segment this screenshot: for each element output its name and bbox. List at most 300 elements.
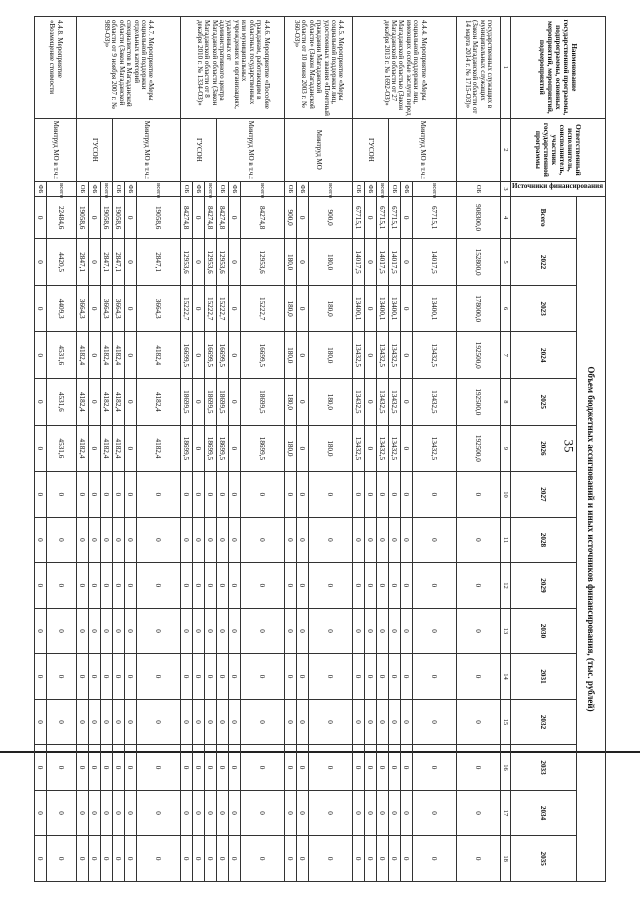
cell-value: 0 xyxy=(89,332,101,379)
cell-value: 13432,5 xyxy=(377,425,389,472)
cell-value: 0 xyxy=(193,472,205,518)
cell-value: 67715,1 xyxy=(413,196,457,238)
cell-value: 0 xyxy=(101,654,113,700)
cell-value: 0 xyxy=(181,517,193,563)
cell-value: 0 xyxy=(297,745,309,791)
cell-value: 0 xyxy=(365,239,377,286)
cell-value: 0 xyxy=(193,425,205,472)
cell-value: 0 xyxy=(241,790,285,836)
cell-value: 3664,3 xyxy=(101,285,113,332)
cell-value: 900,0 xyxy=(309,196,353,238)
cell-value: 0 xyxy=(297,379,309,426)
column-number: 16 xyxy=(501,745,511,791)
cell-value: 0 xyxy=(77,563,89,609)
cell-source: всего xyxy=(309,182,353,197)
cell-value: 0 xyxy=(365,654,377,700)
header-total: Всего xyxy=(511,196,577,238)
cell-value: 0 xyxy=(137,836,181,882)
cell-value: 0 xyxy=(35,379,47,426)
column-number: 7 xyxy=(501,332,511,379)
cell-value: 180,0 xyxy=(285,239,297,286)
cell-value: 0 xyxy=(89,196,101,238)
cell-value: 0 xyxy=(137,472,181,518)
cell-value: 0 xyxy=(47,563,77,609)
cell-source: ОБ xyxy=(217,182,229,197)
cell-value: 18699,5 xyxy=(205,425,217,472)
cell-value: 0 xyxy=(365,563,377,609)
column-number: 9 xyxy=(501,425,511,472)
cell-value: 19058,6 xyxy=(113,196,125,238)
cell-value: 0 xyxy=(365,379,377,426)
cell-value: 2847,1 xyxy=(101,239,113,286)
column-number: 1 xyxy=(501,17,511,119)
cell-value: 0 xyxy=(229,745,241,791)
cell-value: 0 xyxy=(241,472,285,518)
cell-value: 0 xyxy=(297,699,309,745)
header-year-2027: 2027 xyxy=(511,472,577,518)
cell-responsible: Минтруд МО в т.ч.: xyxy=(113,118,181,182)
cell-value: 180,0 xyxy=(309,285,353,332)
cell-value: 4420,5 xyxy=(47,239,77,286)
cell-value: 13432,5 xyxy=(377,379,389,426)
cell-value: 18699,5 xyxy=(181,425,193,472)
cell-responsible: ГУСОН xyxy=(181,118,217,182)
cell-value: 0 xyxy=(217,745,229,791)
cell-value: 0 xyxy=(309,517,353,563)
cell-value: 0 xyxy=(309,836,353,882)
cell-source: всего xyxy=(47,182,77,197)
cell-value: 0 xyxy=(125,332,137,379)
header-year-2030: 2030 xyxy=(511,608,577,654)
cell-value: 2847,1 xyxy=(137,239,181,286)
cell-value: 0 xyxy=(353,472,365,518)
cell-value: 0 xyxy=(193,563,205,609)
cell-responsible: Минтруд МО xyxy=(285,118,353,182)
cell-value: 0 xyxy=(113,745,125,791)
header-sources-text: Источники финансирования xyxy=(512,182,604,191)
cell-value: 0 xyxy=(365,790,377,836)
cell-value: 0 xyxy=(35,425,47,472)
cell-value: 0 xyxy=(365,836,377,882)
cell-value: 0 xyxy=(401,196,413,238)
cell-name: 4.4.7. Мероприятие «Меры социальной поддержки отдельных категорий специалистов в Магаданской области (Закон Магаданской области от 9 ноября 2007 г. № 989-ОЗ)» xyxy=(77,17,181,119)
cell-value: 0 xyxy=(35,332,47,379)
cell-value: 0 xyxy=(47,836,77,882)
cell-value: 0 xyxy=(101,608,113,654)
cell-value: 900,0 xyxy=(285,196,297,238)
cell-value: 0 xyxy=(413,790,457,836)
cell-value: 0 xyxy=(457,836,501,882)
cell-value: 0 xyxy=(353,563,365,609)
cell-value: 0 xyxy=(241,517,285,563)
cell-value: 14017,5 xyxy=(389,239,401,286)
cell-value: 13432,5 xyxy=(353,379,365,426)
cell-value: 0 xyxy=(193,332,205,379)
cell-value: 0 xyxy=(297,332,309,379)
cell-value: 0 xyxy=(389,745,401,791)
cell-value: 0 xyxy=(137,608,181,654)
cell-value: 0 xyxy=(241,563,285,609)
cell-value: 0 xyxy=(113,654,125,700)
cell-value: 0 xyxy=(285,517,297,563)
cell-value: 0 xyxy=(309,472,353,518)
cell-value: 908300,0 xyxy=(457,196,501,238)
cell-source: ФБ xyxy=(297,182,309,197)
cell-value: 0 xyxy=(457,563,501,609)
cell-value: 0 xyxy=(193,608,205,654)
cell-value: 0 xyxy=(205,654,217,700)
cell-value: 14017,5 xyxy=(353,239,365,286)
cell-value: 0 xyxy=(457,790,501,836)
cell-source: всего xyxy=(137,182,181,197)
cell-source: ФБ xyxy=(89,182,101,197)
cell-value: 180,0 xyxy=(285,379,297,426)
cell-value: 0 xyxy=(77,699,89,745)
cell-value: 0 xyxy=(217,699,229,745)
cell-value: 18699,5 xyxy=(217,379,229,426)
cell-value: 0 xyxy=(241,745,285,791)
cell-value: 0 xyxy=(125,745,137,791)
cell-value: 0 xyxy=(285,472,297,518)
cell-value: 0 xyxy=(413,654,457,700)
cell-value: 0 xyxy=(125,379,137,426)
cell-value: 0 xyxy=(47,745,77,791)
cell-value: 15222,7 xyxy=(181,285,193,332)
cell-value: 0 xyxy=(389,608,401,654)
cell-value: 0 xyxy=(137,563,181,609)
cell-value: 4531,6 xyxy=(47,379,77,426)
cell-value: 0 xyxy=(401,517,413,563)
table-row xyxy=(47,17,77,882)
cell-value: 0 xyxy=(101,517,113,563)
cell-value: 0 xyxy=(89,836,101,882)
page-number: 35 xyxy=(561,439,577,453)
cell-value: 0 xyxy=(77,836,89,882)
cell-source: ОБ xyxy=(285,182,297,197)
cell-value: 4531,6 xyxy=(47,425,77,472)
cell-value: 0 xyxy=(365,608,377,654)
cell-value: 0 xyxy=(89,472,101,518)
cell-value: 0 xyxy=(35,745,47,791)
cell-value: 0 xyxy=(193,196,205,238)
cell-value: 4182,4 xyxy=(113,425,125,472)
cell-value: 0 xyxy=(35,285,47,332)
cell-value: 0 xyxy=(353,699,365,745)
cell-value: 0 xyxy=(297,196,309,238)
cell-value: 0 xyxy=(377,836,389,882)
cell-value: 0 xyxy=(229,836,241,882)
cell-value: 180,0 xyxy=(285,332,297,379)
cell-value: 18699,5 xyxy=(217,425,229,472)
cell-value: 13432,5 xyxy=(413,332,457,379)
cell-value: 0 xyxy=(193,654,205,700)
cell-value: 0 xyxy=(457,517,501,563)
cell-value: 12953,6 xyxy=(181,239,193,286)
cell-value: 0 xyxy=(193,285,205,332)
cell-value: 0 xyxy=(297,425,309,472)
cell-value: 0 xyxy=(125,836,137,882)
cell-value: 0 xyxy=(125,285,137,332)
cell-responsible xyxy=(457,118,501,182)
cell-value: 0 xyxy=(77,608,89,654)
cell-source: всего xyxy=(205,182,217,197)
cell-value: 0 xyxy=(457,745,501,791)
cell-value: 0 xyxy=(89,379,101,426)
cell-value: 0 xyxy=(35,196,47,238)
cell-value: 0 xyxy=(413,699,457,745)
cell-value: 0 xyxy=(229,196,241,238)
cell-value: 0 xyxy=(401,332,413,379)
cell-value: 0 xyxy=(413,517,457,563)
cell-value: 0 xyxy=(285,836,297,882)
cell-value: 18699,5 xyxy=(241,425,285,472)
cell-value: 12953,6 xyxy=(217,239,229,286)
cell-value: 16699,5 xyxy=(205,332,217,379)
cell-value: 192500,0 xyxy=(457,379,501,426)
cell-value: 2847,1 xyxy=(113,239,125,286)
cell-value: 0 xyxy=(353,745,365,791)
column-number: 10 xyxy=(501,472,511,518)
cell-value: 67715,1 xyxy=(353,196,365,238)
cell-value: 0 xyxy=(217,790,229,836)
cell-value: 22484,6 xyxy=(47,196,77,238)
cell-value: 0 xyxy=(229,699,241,745)
cell-value: 0 xyxy=(47,608,77,654)
cell-value: 0 xyxy=(137,745,181,791)
cell-value: 67715,1 xyxy=(389,196,401,238)
cell-value: 0 xyxy=(401,608,413,654)
cell-value: 0 xyxy=(89,745,101,791)
cell-value: 0 xyxy=(89,285,101,332)
header-year-2035: 2035 xyxy=(511,836,577,882)
cell-value: 0 xyxy=(297,790,309,836)
cell-value: 0 xyxy=(193,379,205,426)
cell-value: 0 xyxy=(401,379,413,426)
cell-value: 0 xyxy=(457,608,501,654)
cell-source: ФБ xyxy=(229,182,241,197)
cell-value: 0 xyxy=(309,654,353,700)
cell-value: 0 xyxy=(217,654,229,700)
cell-value: 0 xyxy=(205,563,217,609)
cell-value: 0 xyxy=(365,699,377,745)
table-row xyxy=(241,17,285,882)
cell-value: 13432,5 xyxy=(377,332,389,379)
cell-value: 0 xyxy=(285,790,297,836)
cell-value: 84274,8 xyxy=(181,196,193,238)
cell-value: 16699,5 xyxy=(181,332,193,379)
cell-value: 0 xyxy=(389,654,401,700)
cell-value: 0 xyxy=(193,699,205,745)
cell-value: 0 xyxy=(217,836,229,882)
cell-value: 0 xyxy=(285,608,297,654)
cell-value: 13400,1 xyxy=(389,285,401,332)
cell-value: 0 xyxy=(401,699,413,745)
cell-value: 0 xyxy=(297,836,309,882)
cell-value: 0 xyxy=(401,472,413,518)
cell-value: 13432,5 xyxy=(413,425,457,472)
cell-value: 0 xyxy=(229,379,241,426)
column-number: 6 xyxy=(501,285,511,332)
cell-value: 0 xyxy=(47,472,77,518)
header-year-2032: 2032 xyxy=(511,699,577,745)
cell-value: 0 xyxy=(241,654,285,700)
cell-value: 0 xyxy=(365,425,377,472)
cell-name: государственных служащих в муниципальных служащих (Закон Магаданской области от 14 марта 2014 г. № 1715-ОЗ)» xyxy=(457,17,501,119)
cell-value: 4182,4 xyxy=(101,425,113,472)
cell-value: 0 xyxy=(181,745,193,791)
cell-value: 0 xyxy=(77,472,89,518)
cell-value: 0 xyxy=(309,699,353,745)
cell-value: 0 xyxy=(125,425,137,472)
cell-value: 0 xyxy=(35,472,47,518)
cell-value: 180,0 xyxy=(309,239,353,286)
cell-source: ФБ xyxy=(193,182,205,197)
cell-value: 0 xyxy=(89,517,101,563)
cell-value: 0 xyxy=(217,472,229,518)
cell-value: 0 xyxy=(389,517,401,563)
cell-value: 192500,0 xyxy=(457,332,501,379)
cell-value: 0 xyxy=(401,654,413,700)
cell-source: ОБ xyxy=(353,182,365,197)
cell-value: 15222,7 xyxy=(217,285,229,332)
cell-value: 0 xyxy=(125,654,137,700)
cell-responsible: ГУСОН xyxy=(353,118,389,182)
cell-value: 0 xyxy=(125,790,137,836)
cell-value: 0 xyxy=(137,654,181,700)
cell-value: 0 xyxy=(229,425,241,472)
cell-value: 0 xyxy=(377,699,389,745)
table-row xyxy=(205,17,217,882)
cell-value: 14017,5 xyxy=(377,239,389,286)
cell-value: 0 xyxy=(229,472,241,518)
cell-value: 180,0 xyxy=(309,332,353,379)
cell-value: 0 xyxy=(389,836,401,882)
column-number: 5 xyxy=(501,239,511,286)
cell-value: 0 xyxy=(297,285,309,332)
cell-value: 0 xyxy=(181,699,193,745)
cell-value: 13432,5 xyxy=(353,332,365,379)
cell-value: 0 xyxy=(193,745,205,791)
cell-value: 0 xyxy=(365,472,377,518)
cell-value: 0 xyxy=(365,196,377,238)
cell-value: 4182,4 xyxy=(113,379,125,426)
cell-source: ФБ xyxy=(401,182,413,197)
cell-value: 0 xyxy=(205,745,217,791)
header-year-2028: 2028 xyxy=(511,517,577,563)
cell-value: 0 xyxy=(125,239,137,286)
cell-value: 0 xyxy=(297,239,309,286)
cell-source: ОБ xyxy=(77,182,89,197)
cell-value: 0 xyxy=(309,790,353,836)
cell-value: 0 xyxy=(365,332,377,379)
cell-value: 13432,5 xyxy=(389,332,401,379)
cell-value: 0 xyxy=(285,699,297,745)
cell-value: 0 xyxy=(125,608,137,654)
cell-value: 4182,4 xyxy=(77,332,89,379)
cell-value: 0 xyxy=(113,608,125,654)
cell-value: 0 xyxy=(35,699,47,745)
cell-value: 84274,8 xyxy=(205,196,217,238)
cell-value: 15222,7 xyxy=(205,285,217,332)
cell-value: 0 xyxy=(101,745,113,791)
table-row xyxy=(309,17,353,882)
cell-value: 0 xyxy=(35,836,47,882)
cell-value: 0 xyxy=(285,563,297,609)
cell-responsible: Минтруд МО в т.ч.: xyxy=(389,118,457,182)
cell-value: 0 xyxy=(217,608,229,654)
cell-value: 0 xyxy=(217,517,229,563)
cell-value: 16699,5 xyxy=(217,332,229,379)
header-year-2025: 2025 xyxy=(511,379,577,426)
cell-value: 0 xyxy=(377,790,389,836)
cell-value: 0 xyxy=(297,517,309,563)
cell-value: 0 xyxy=(229,654,241,700)
cell-value: 0 xyxy=(113,699,125,745)
column-number: 15 xyxy=(501,699,511,745)
cell-value: 4182,4 xyxy=(137,379,181,426)
cell-source: ФБ xyxy=(35,182,47,197)
cell-value: 4531,6 xyxy=(47,332,77,379)
cell-value: 180,0 xyxy=(285,285,297,332)
cell-value: 14017,5 xyxy=(413,239,457,286)
cell-value: 0 xyxy=(125,563,137,609)
cell-value: 0 xyxy=(457,472,501,518)
cell-value: 12953,6 xyxy=(205,239,217,286)
cell-source: всего xyxy=(241,182,285,197)
header-sources xyxy=(511,182,606,197)
cell-value: 0 xyxy=(77,654,89,700)
header-year-2022: 2022 xyxy=(511,239,577,286)
cell-value: 0 xyxy=(181,654,193,700)
cell-value: 0 xyxy=(309,745,353,791)
cell-value: 84274,8 xyxy=(217,196,229,238)
cell-value: 0 xyxy=(89,608,101,654)
cell-name: 4.4.8. Мероприятие «Возмещение стоимости xyxy=(35,17,77,119)
cell-value: 0 xyxy=(77,517,89,563)
cell-value: 13432,5 xyxy=(389,425,401,472)
column-number: 18 xyxy=(501,836,511,882)
cell-value: 0 xyxy=(457,654,501,700)
cell-value: 0 xyxy=(229,790,241,836)
header-year-2029: 2029 xyxy=(511,563,577,609)
cell-value: 0 xyxy=(285,745,297,791)
cell-value: 0 xyxy=(137,517,181,563)
header-year-2033: 2033 xyxy=(511,745,577,791)
cell-value: 0 xyxy=(413,745,457,791)
cell-value: 0 xyxy=(47,517,77,563)
cell-value: 0 xyxy=(125,517,137,563)
cell-value: 13432,5 xyxy=(413,379,457,426)
cell-value: 0 xyxy=(401,425,413,472)
cell-value: 0 xyxy=(47,699,77,745)
cell-value: 0 xyxy=(297,472,309,518)
cell-name: 4.4.5. Мероприятие «Меры социальной поддержки лиц, удостоенных звания «Почетный гражданин Магаданской области» (Закон Магаданской области от 10 июня 2003 г. № 360-ОЗ)» xyxy=(285,17,353,119)
header-band: Объем бюджетных ассигнований и иных источников финансирования, (тыс. рублей) xyxy=(577,196,606,881)
cell-value: 0 xyxy=(365,745,377,791)
cell-value: 13432,5 xyxy=(353,425,365,472)
cell-responsible: Минтруд МО в т.ч.: xyxy=(35,118,77,182)
cell-value: 16699,5 xyxy=(241,332,285,379)
cell-value: 0 xyxy=(297,654,309,700)
cell-value: 67715,1 xyxy=(377,196,389,238)
cell-source: ФБ xyxy=(365,182,377,197)
cell-value: 0 xyxy=(217,563,229,609)
cell-value: 0 xyxy=(401,563,413,609)
cell-value: 0 xyxy=(353,608,365,654)
header-year-2034: 2034 xyxy=(511,790,577,836)
cell-name: 4.4.6. Мероприятие «Пособие гражданам, работающим в областных государственных или муниципальных учреждениях и организациях, удаленных от административного центра Магаданской области (Закон Магаданской области от 8 декабря 2010 г. № 1334-ОЗ)» xyxy=(181,17,285,119)
cell-value: 0 xyxy=(193,836,205,882)
